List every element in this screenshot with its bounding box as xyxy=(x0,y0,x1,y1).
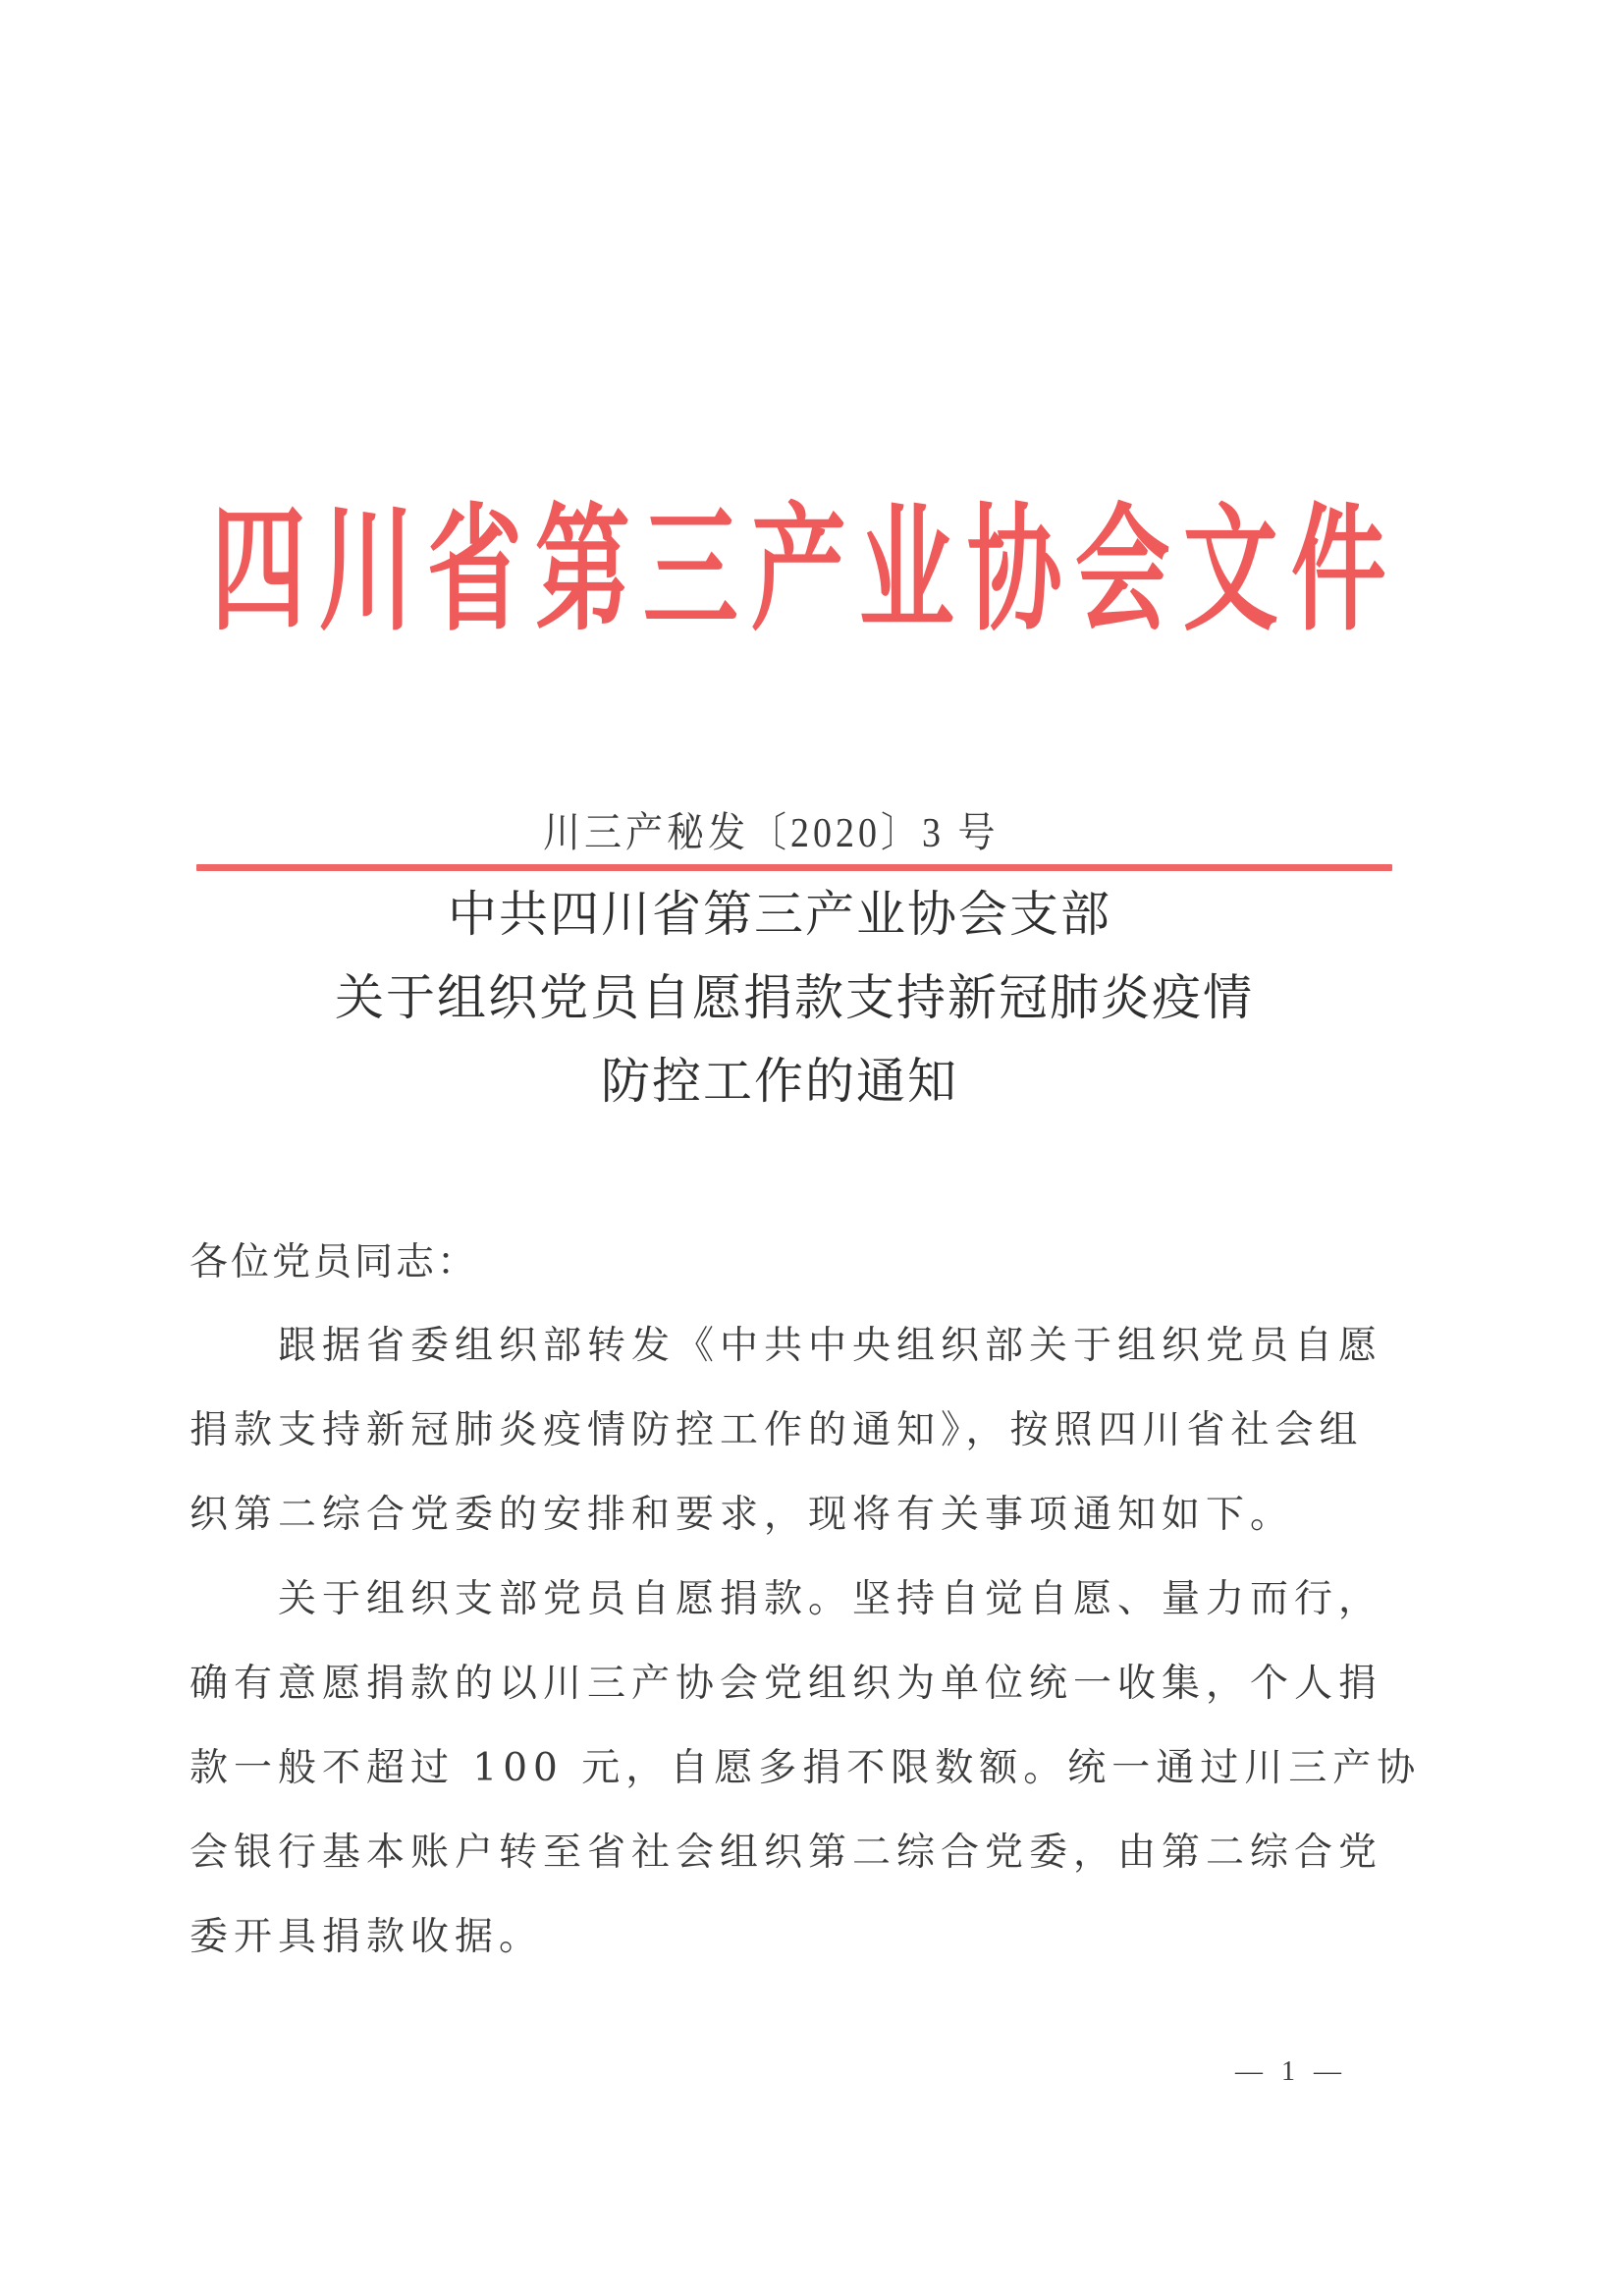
body-line: 跟据省委组织部转发《中共中央组织部关于组织党员自愿 xyxy=(278,1324,1383,1368)
body-line: 款一般不超过 100 元，自愿多捐不限数额。统一通过川三产协 xyxy=(189,1746,1422,1790)
title-line: 防控工作的通知 xyxy=(601,1053,958,1110)
page-number: — 1 — xyxy=(1235,2056,1347,2087)
title-line: 关于组织党员自愿捐款支持新冠肺炎疫情 xyxy=(335,969,1254,1026)
letterhead-char: 第 xyxy=(534,488,630,650)
letterhead-char: 业 xyxy=(858,488,954,650)
document-number: 川三产秘发〔2020〕3 号 xyxy=(543,810,1000,857)
notice-title xyxy=(196,884,1392,1134)
body-line: 捐款支持新冠肺炎疫情防控工作的通知》，按照四川省社会组 xyxy=(189,1408,1364,1452)
red-divider-rule xyxy=(196,864,1392,871)
body-text xyxy=(189,1319,1422,1995)
body-line: 会银行基本账户转至省社会组织第二综合党委，由第二综合党 xyxy=(189,1831,1383,1875)
letterhead-char: 文 xyxy=(1182,488,1278,650)
body-line: 委开具捐款收据。 xyxy=(189,1915,544,1959)
letterhead-char: 协 xyxy=(966,488,1062,650)
body-line: 关于组织支部党员自愿捐款。坚持自觉自愿、量力而行， xyxy=(278,1577,1383,1621)
letterhead-char: 川 xyxy=(318,488,414,650)
letterhead-char: 四 xyxy=(210,488,306,650)
letterhead-char: 省 xyxy=(426,488,522,650)
letterhead-char: 会 xyxy=(1074,488,1170,650)
salutation: 各位党员同志： xyxy=(189,1240,479,1285)
letterhead-char: 三 xyxy=(642,488,738,650)
title-line: 中共四川省第三产业协会支部 xyxy=(448,886,1111,943)
body-line: 织第二综合党委的安排和要求，现将有关事项通知如下。 xyxy=(189,1493,1295,1537)
letterhead-char: 件 xyxy=(1290,488,1386,650)
red-letterhead xyxy=(201,488,1389,650)
body-line: 确有意愿捐款的以川三产协会党组织为单位统一收集，个人捐 xyxy=(189,1662,1383,1706)
letterhead-char: 产 xyxy=(750,488,846,650)
